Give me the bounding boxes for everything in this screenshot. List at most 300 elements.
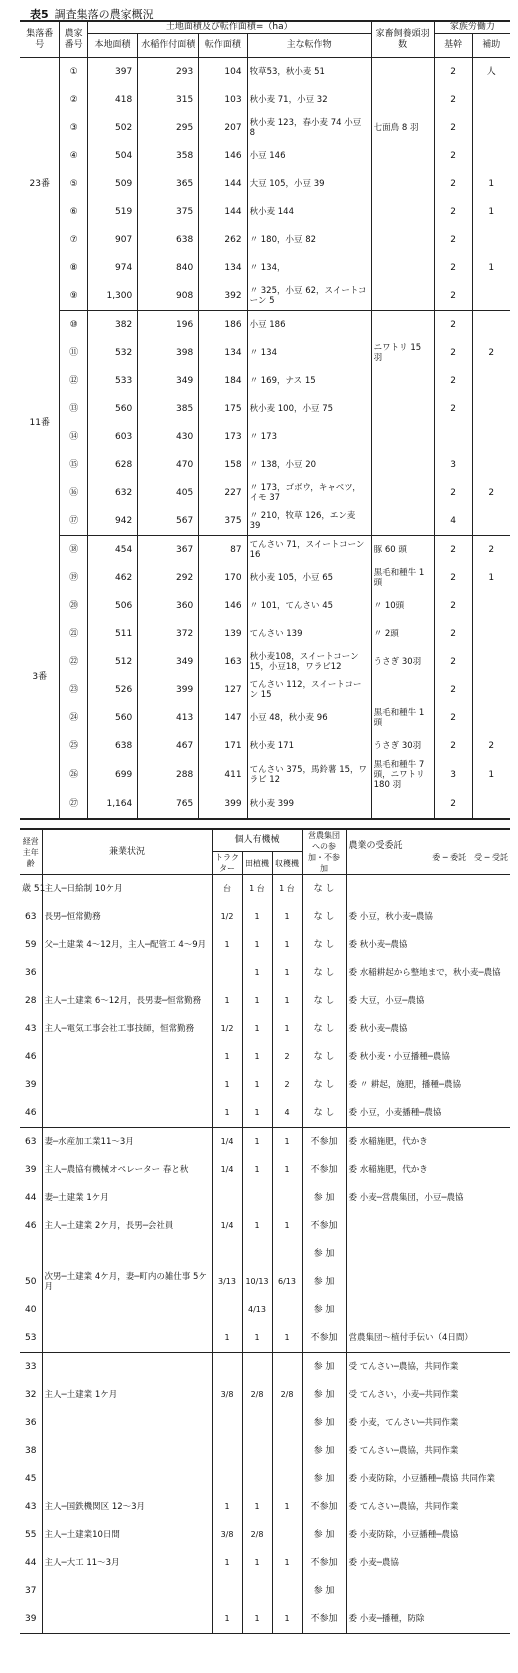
planter-count	[242, 1465, 272, 1493]
table-row	[20, 198, 510, 226]
livestock: 黒毛和種牛 7頭，ニワトリ 180 羽	[371, 760, 434, 790]
harvester-count: 1	[272, 1128, 302, 1157]
total-area: 526	[87, 676, 137, 704]
owner-age: 40	[20, 1296, 42, 1324]
table-row	[20, 1605, 510, 1634]
paddy-area: 398	[138, 339, 199, 367]
paddy-area: 365	[138, 170, 199, 198]
table-row	[20, 1184, 510, 1212]
outsourcing	[346, 1296, 510, 1324]
table-row	[20, 931, 510, 959]
table-row	[20, 451, 510, 479]
group-participation: 不参加	[302, 1128, 346, 1157]
farm-number: ⑲	[60, 564, 87, 592]
harvester-count	[272, 1577, 302, 1605]
group-participation: な し	[302, 1043, 346, 1071]
table-row	[20, 536, 510, 565]
labor-main: 2	[434, 198, 472, 226]
livestock	[371, 170, 434, 198]
main-crops: 〃 169，ナス 15	[247, 367, 371, 395]
converted-area: 227	[199, 479, 247, 507]
side-job	[42, 1577, 212, 1605]
table-row	[20, 395, 510, 423]
paddy-area: 840	[138, 254, 199, 282]
tractor-count: 1	[212, 1549, 242, 1577]
planter-count: 1	[242, 1324, 272, 1353]
group-participation: 参 加	[302, 1409, 346, 1437]
converted-area: 163	[199, 648, 247, 676]
farm-number: ⑳	[60, 592, 87, 620]
paddy-area: 288	[138, 760, 199, 790]
main-crops: 〃 134，	[247, 254, 371, 282]
tractor-count: 1/4	[212, 1128, 242, 1157]
planter-count: 1	[242, 987, 272, 1015]
outsource-legend	[349, 852, 509, 863]
labor-main: 3	[434, 451, 472, 479]
farm-number: ⑪	[60, 339, 87, 367]
table-row	[20, 875, 510, 904]
farm-number: ㉗	[60, 790, 87, 819]
livestock	[371, 676, 434, 704]
header-group-join: 営農集団への参加・不参加	[302, 829, 346, 875]
outsourcing: 委 小麦，てんさい─共同作業	[348, 1418, 459, 1428]
table-row	[20, 1240, 510, 1268]
labor-help	[472, 507, 510, 536]
paddy-area: 293	[138, 58, 199, 87]
total-area: 418	[87, 86, 137, 114]
paddy-area: 292	[138, 564, 199, 592]
planter-count	[242, 1437, 272, 1465]
tractor-count	[212, 1465, 242, 1493]
header-paddy: 水稲作付面積	[138, 34, 199, 58]
paddy-area: 430	[138, 423, 199, 451]
labor-main	[434, 423, 472, 451]
tractor-count: 1/2	[212, 1015, 242, 1043]
table-row	[20, 254, 510, 282]
owner-age: 38	[20, 1437, 42, 1465]
owner-age: 36	[20, 1409, 42, 1437]
harvester-count	[272, 1184, 302, 1212]
header-outsource-label: 農業の受委託	[348, 841, 403, 851]
side-job	[42, 1071, 212, 1099]
owner-age: 43	[20, 1493, 42, 1521]
main-crops: 〃 101，てんさい 45	[247, 592, 371, 620]
side-job: 主人─土建業 2ケ月，長男─会社員	[42, 1212, 212, 1240]
harvester-count	[272, 1465, 302, 1493]
labor-main: 2	[434, 367, 472, 395]
table-row	[20, 1296, 510, 1324]
farm-number: ⑤	[60, 170, 87, 198]
table-row	[20, 648, 510, 676]
labor-help	[472, 423, 510, 451]
main-crops: 秋小麦 171	[247, 732, 371, 760]
harvester-count: 1	[272, 931, 302, 959]
owner-age: 46	[20, 1212, 42, 1240]
side-job: 父─土建業 4～12月，主人─配管工 4～9月	[42, 931, 212, 959]
header-group: 集落番号	[20, 21, 60, 58]
converted-area: 186	[199, 311, 247, 340]
main-crops: 秋小麦 123，春小麦 74 小豆 8	[247, 114, 371, 142]
table-row	[20, 367, 510, 395]
group-number: 11番	[20, 311, 60, 536]
livestock	[371, 395, 434, 423]
main-crops: 〃 138，小豆 20	[247, 451, 371, 479]
table-row	[20, 1043, 510, 1071]
outsourcing: 委 小麦防除，小豆播種─農協 共同作業	[348, 1474, 496, 1484]
main-crops: 大豆 105，小豆 39	[247, 170, 371, 198]
labor-help	[472, 395, 510, 423]
labor-main: 2	[434, 58, 472, 87]
outsourcing: 委 〃 耕起，施肥，播種─農協	[348, 1080, 462, 1090]
main-crops: てんさい 139	[247, 620, 371, 648]
paddy-area: 367	[138, 536, 199, 565]
side-job: 次男─土建業 4ケ月，妻─町内の雑仕事 5ケ月	[42, 1268, 212, 1296]
owner-age: 46	[20, 1043, 42, 1071]
tractor-count: 1/4	[212, 1212, 242, 1240]
farm-number: ㉑	[60, 620, 87, 648]
owner-age: 45	[20, 1465, 42, 1493]
legend-accept: 受 ─ 受託	[474, 853, 508, 862]
converted-area: 103	[199, 86, 247, 114]
labor-help	[472, 311, 510, 340]
outsourcing: 委 小麦─農協	[348, 1558, 399, 1568]
table-row	[20, 507, 510, 536]
tractor-count: 1	[212, 987, 242, 1015]
outsourcing	[346, 1240, 510, 1268]
livestock	[371, 423, 434, 451]
outsourcing: 委 小麦防除，小豆播種─農協	[348, 1530, 459, 1540]
table-row	[20, 311, 510, 340]
labor-main: 2	[434, 704, 472, 732]
total-area: 532	[87, 339, 137, 367]
header-age: 経営主年齢	[20, 829, 42, 875]
paddy-area: 358	[138, 142, 199, 170]
harvester-count: 1	[272, 1493, 302, 1521]
group-participation: 参 加	[302, 1577, 346, 1605]
labor-help	[472, 226, 510, 254]
outsourcing: 委 てんさい─農協，共同作業	[348, 1446, 459, 1456]
labor-main: 2	[434, 339, 472, 367]
side-job	[42, 1353, 212, 1382]
paddy-area: 638	[138, 226, 199, 254]
planter-count	[242, 1240, 272, 1268]
livestock: 黒毛和種牛 1 頭	[371, 564, 434, 592]
converted-area: 146	[199, 592, 247, 620]
tractor-count: 1	[212, 1071, 242, 1099]
side-job: 主人─土建業 1ケ月	[42, 1381, 212, 1409]
tractor-count: 1	[212, 1099, 242, 1128]
group-participation: 参 加	[302, 1353, 346, 1382]
labor-main: 4	[434, 507, 472, 536]
harvester-count: 1	[272, 903, 302, 931]
converted-area: 134	[199, 254, 247, 282]
farm-number: ②	[60, 86, 87, 114]
main-crops: 小豆 48，秋小麦 96	[247, 704, 371, 732]
paddy-area: 375	[138, 198, 199, 226]
tractor-count: 1	[212, 1605, 242, 1634]
total-area: 560	[87, 704, 137, 732]
group-participation: 不参加	[302, 1324, 346, 1353]
owner-age: 44	[20, 1184, 42, 1212]
outsourcing: 営農集団～植付手伝い（4日間）	[346, 1324, 510, 1353]
planter-count	[242, 1577, 272, 1605]
farm-number: ⑬	[60, 395, 87, 423]
group-participation: な し	[302, 903, 346, 931]
outsourcing: 受 てんさい，小麦─共同作業	[348, 1390, 459, 1400]
livestock	[371, 790, 434, 819]
livestock	[371, 142, 434, 170]
table-row	[20, 959, 510, 987]
planter-count: 10/13	[242, 1268, 272, 1296]
harvester-count: 1	[272, 1212, 302, 1240]
table-row	[20, 1521, 510, 1549]
harvester-count: 4	[272, 1099, 302, 1128]
table-row	[20, 1465, 510, 1493]
total-area: 533	[87, 367, 137, 395]
paddy-area: 567	[138, 507, 199, 536]
farm-number: ⑩	[60, 311, 87, 340]
livestock: うさぎ 30羽	[371, 648, 434, 676]
main-crops: 秋小麦 105，小豆 65	[247, 564, 371, 592]
harvester-count	[272, 1353, 302, 1382]
table-row	[20, 86, 510, 114]
harvester-count: 1	[272, 1324, 302, 1353]
farm-number: ③	[60, 114, 87, 142]
planter-count: 1 台	[242, 875, 272, 904]
labor-help	[472, 704, 510, 732]
main-crops: 小豆 146	[247, 142, 371, 170]
header-farm: 農家番号	[60, 21, 87, 58]
outsourcing: 委 水稲施肥，代かき	[348, 1165, 428, 1175]
owner-age: 歳 51	[20, 875, 42, 904]
labor-help: 1	[488, 179, 495, 189]
labor-main: 2	[434, 395, 472, 423]
table-row	[20, 1015, 510, 1043]
tractor-count: 1	[212, 1493, 242, 1521]
paddy-area: 399	[138, 676, 199, 704]
labor-help: 1	[488, 573, 495, 583]
harvester-count	[272, 1240, 302, 1268]
owner-age	[20, 1240, 42, 1268]
labor-help	[472, 676, 510, 704]
total-area: 638	[87, 732, 137, 760]
main-crops: 〃 180，小豆 82	[247, 226, 371, 254]
table-row	[20, 58, 510, 87]
table-row	[20, 676, 510, 704]
labor-main: 2	[434, 592, 472, 620]
farm-number: ⑦	[60, 226, 87, 254]
tractor-count: 3/13	[212, 1268, 242, 1296]
outsourcing: 委 水稲施肥，代かき	[348, 1137, 428, 1147]
group-participation: 不参加	[302, 1605, 346, 1634]
table-row	[20, 1268, 510, 1296]
converted-area: 170	[199, 564, 247, 592]
side-job	[42, 959, 212, 987]
converted-area: 171	[199, 732, 247, 760]
paddy-area: 315	[138, 86, 199, 114]
converted-area: 158	[199, 451, 247, 479]
side-job: 長男─恒常勤務	[42, 903, 212, 931]
main-crops: 秋小麦 71，小豆 32	[247, 86, 371, 114]
paddy-area: 765	[138, 790, 199, 819]
converted-area: 175	[199, 395, 247, 423]
main-crops: 秋小麦 399	[247, 790, 371, 819]
labor-help	[472, 367, 510, 395]
table-row	[20, 1577, 510, 1605]
harvester-count: 1	[272, 1015, 302, 1043]
outsourcing	[346, 1212, 510, 1240]
labor-main: 2	[434, 536, 472, 565]
converted-area: 104	[199, 58, 247, 87]
labor-main: 2	[434, 254, 472, 282]
group-participation: な し	[302, 1071, 346, 1099]
planter-count: 1	[242, 903, 272, 931]
table-row	[20, 1099, 510, 1128]
converted-area: 375	[199, 507, 247, 536]
tractor-count: 1	[212, 1324, 242, 1353]
table-row	[20, 170, 510, 198]
total-area: 504	[87, 142, 137, 170]
group-number: 23番	[20, 58, 60, 311]
table-row	[20, 339, 510, 367]
table-row	[20, 620, 510, 648]
owner-age: 55	[20, 1521, 42, 1549]
farm-number: ⑯	[60, 479, 87, 507]
labor-main: 2	[434, 86, 472, 114]
table-row	[20, 423, 510, 451]
labor-help	[472, 86, 510, 114]
harvester-count: 2/8	[272, 1381, 302, 1409]
harvester-count: 1	[272, 1605, 302, 1634]
harvester-count: 6/13	[272, 1268, 302, 1296]
harvester-count: 1 台	[272, 875, 302, 904]
group-participation: 参 加	[302, 1268, 346, 1296]
main-crops: 秋小麦 144	[247, 198, 371, 226]
owner-age: 43	[20, 1015, 42, 1043]
harvester-count	[272, 1409, 302, 1437]
main-crops: 〃 134	[247, 339, 371, 367]
header-labor: 家族労働力	[434, 21, 510, 34]
header-main: 基幹	[434, 34, 472, 58]
farm-number: ㉔	[60, 704, 87, 732]
group-participation: 参 加	[302, 1184, 346, 1212]
main-crops: 牧草53，秋小麦 51	[247, 58, 371, 87]
farm-number: ㉓	[60, 676, 87, 704]
group-participation: な し	[302, 1099, 346, 1128]
harvester-count	[272, 1521, 302, 1549]
farm-number: ⑱	[60, 536, 87, 565]
total-area: 511	[87, 620, 137, 648]
labor-help: 2	[488, 545, 495, 555]
planter-count: 1	[242, 1043, 272, 1071]
tractor-count: 1/2	[212, 903, 242, 931]
header-land: 土地面積及び転作面積=（ha）	[87, 21, 371, 34]
outsourcing	[346, 1577, 510, 1605]
outsourcing: 委 大豆，小豆─農協	[348, 996, 425, 1006]
header-harvester: 収穫機	[272, 852, 302, 875]
group-participation: 不参加	[302, 1212, 346, 1240]
livestock	[371, 479, 434, 507]
table-row	[20, 1381, 510, 1409]
owner-age: 46	[20, 1099, 42, 1128]
planter-count	[242, 1353, 272, 1382]
total-area: 519	[87, 198, 137, 226]
total-area: 509	[87, 170, 137, 198]
outsourcing: 委 小豆，小麦播種─農協	[346, 1099, 510, 1128]
side-job	[42, 1465, 212, 1493]
labor-main: 2	[434, 676, 472, 704]
labor-help: 2	[488, 348, 495, 358]
owner-age: 39	[20, 1071, 42, 1099]
planter-count: 1	[242, 1015, 272, 1043]
total-area: 502	[87, 114, 137, 142]
side-job: 主人─日給制 10ケ月	[42, 875, 212, 904]
converted-area: 146	[199, 142, 247, 170]
converted-area: 399	[199, 790, 247, 819]
tractor-count: 1	[212, 931, 242, 959]
converted-area: 207	[199, 114, 247, 142]
paddy-area: 349	[138, 648, 199, 676]
harvester-count: 1	[272, 1156, 302, 1184]
side-job	[42, 1324, 212, 1353]
table-row	[20, 732, 510, 760]
tractor-count	[212, 1409, 242, 1437]
planter-count: 1	[242, 1493, 272, 1521]
converted-area: 147	[199, 704, 247, 732]
tractor-count: 3/8	[212, 1521, 242, 1549]
table-row	[20, 114, 510, 142]
farm-land-table	[20, 20, 510, 820]
planter-count: 1	[242, 1605, 272, 1634]
livestock	[371, 311, 434, 340]
labor-help	[472, 282, 510, 311]
labor-help	[472, 648, 510, 676]
labor-main: 2	[434, 479, 472, 507]
outsourcing: 委 秋小麦・小豆播種─農協	[348, 1052, 450, 1062]
planter-count: 1	[242, 1549, 272, 1577]
side-job	[42, 1043, 212, 1071]
harvester-count	[272, 1437, 302, 1465]
owner-age: 36	[20, 959, 42, 987]
planter-count: 1	[242, 1099, 272, 1128]
side-job: 主人─土建業10日間	[42, 1521, 212, 1549]
total-area: 506	[87, 592, 137, 620]
side-job: 主人─電気工事会社工事技師，恒常勤務	[42, 1015, 212, 1043]
outsourcing: 委 てんさい─農協，共同作業	[348, 1502, 459, 1512]
livestock	[371, 58, 434, 87]
outsourcing	[346, 875, 510, 904]
farm-number: ⑭	[60, 423, 87, 451]
group-participation: な し	[302, 959, 346, 987]
side-job	[42, 1240, 212, 1268]
total-area: 1,300	[87, 282, 137, 311]
owner-age: 33	[20, 1353, 42, 1382]
livestock: 〃 2頭	[371, 620, 434, 648]
livestock: ニワトリ 15 羽	[371, 339, 434, 367]
outsourcing: 委 水稲耕起から整地まで，秋小麦─農協	[348, 968, 501, 978]
labor-help: 1	[488, 207, 495, 217]
main-crops: てんさい 112，スイートコーン 15	[247, 676, 371, 704]
farm-number: ㉕	[60, 732, 87, 760]
table-row	[20, 282, 510, 311]
table-row	[20, 903, 510, 931]
livestock: 黒毛和種牛 1 頭	[371, 704, 434, 732]
livestock	[371, 198, 434, 226]
tractor-count: 台	[212, 875, 242, 904]
planter-count: 4/13	[242, 1296, 272, 1324]
total-area: 628	[87, 451, 137, 479]
converted-area: 87	[199, 536, 247, 565]
